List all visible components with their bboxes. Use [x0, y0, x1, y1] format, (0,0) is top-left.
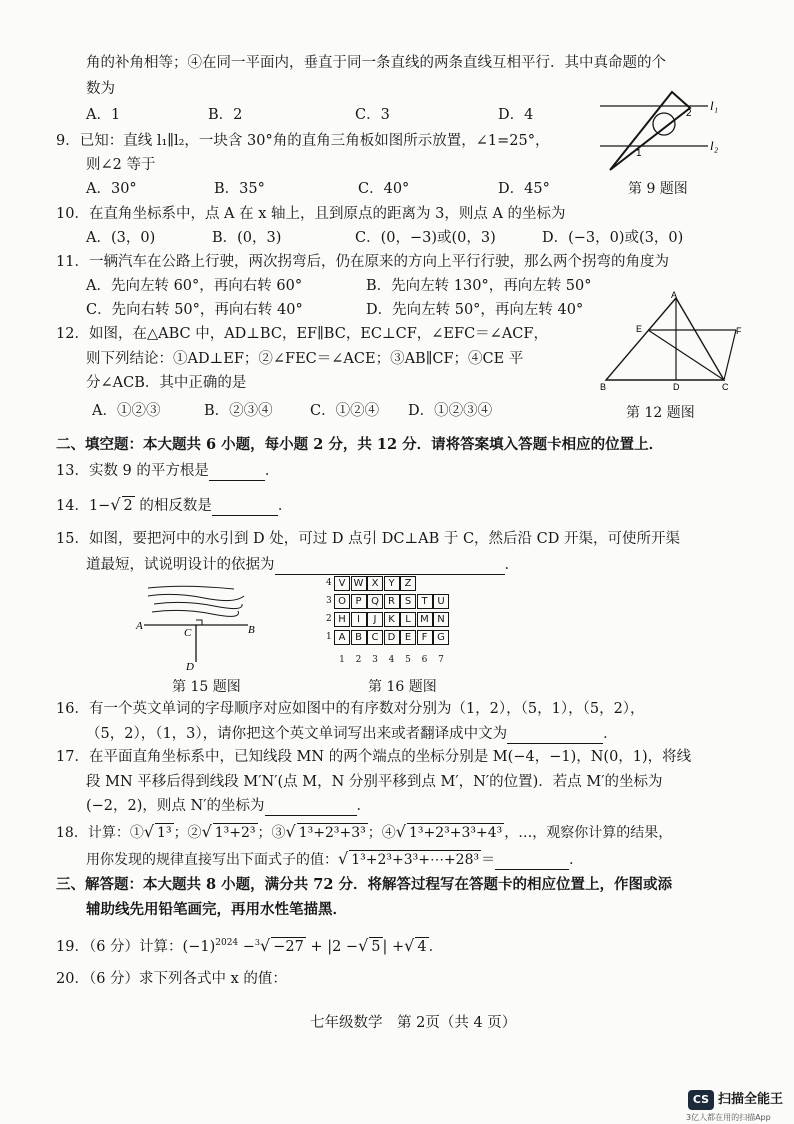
sqrt-symbol: √	[201, 822, 212, 841]
q16-letter-cell: W	[351, 576, 367, 591]
sqrt-symbol: √	[404, 935, 415, 955]
q11-option-b: B．先向左转 130°，再向左转 50°	[366, 278, 592, 294]
sqrt-symbol: √	[285, 822, 296, 841]
q9-caption: 第 9 题图	[628, 181, 688, 197]
q16-caption: 第 16 题图	[368, 679, 437, 695]
q16-column-label: 2	[355, 655, 362, 665]
sqrt-symbol: √	[260, 935, 271, 955]
q13-answer-blank	[209, 462, 265, 481]
q15-point-a: A	[136, 620, 143, 632]
q16-column-label: 5	[405, 655, 411, 665]
sqrt-symbol: √	[358, 935, 369, 955]
q16-letter-cell: K	[384, 612, 400, 627]
q12-figure	[596, 290, 746, 394]
q10-option-c: C．(0，−3)或(0，3)	[355, 230, 496, 246]
q12-text-line1: 12．如图，在△ABC 中，AD⊥BC，EF∥BC，EC⊥CF，∠EFC＝∠ACF，	[56, 326, 548, 342]
q15-text-line1: 15．如图，要把河中的水引到 D 处，可过 D 点引 DC⊥AB 于 C，然后沿 CD 开渠，可使所开渠	[56, 531, 680, 547]
q16-letter-cell: A	[334, 630, 350, 645]
q19-minus: −	[238, 938, 255, 955]
q16-letter-cell: F	[417, 630, 433, 645]
q18-sep-4: ；④	[367, 825, 396, 841]
q15-point-c: C	[184, 627, 192, 639]
sqrt-symbol: √	[395, 822, 406, 841]
q18-radical-1: 1³	[157, 825, 172, 841]
q18-radical-3: 1³+2³+3³	[298, 825, 366, 841]
sqrt-symbol: √	[110, 495, 121, 514]
q17-text-line1: 17．在平面直角坐标系中，已知线段 MN 的两个端点的坐标分别是 M(−4，−1)，N(0，1)，将线	[56, 749, 692, 765]
q12-point-f: F	[736, 326, 742, 336]
q14-period: ．	[277, 498, 293, 514]
q16-letter-cell: Z	[400, 576, 416, 591]
q16-letter-cell: L	[400, 612, 416, 627]
q18-text-start: 18．计算：①	[56, 825, 144, 841]
q16-column-label: 6	[421, 655, 428, 665]
q10-option-d: D．(−3，0)或(3，0)	[542, 230, 684, 246]
sqrt-symbol: √	[338, 849, 349, 868]
q8-text-line1: 角的补角相等；④在同一平面内，垂直于同一条直线的两条直线互相平行．其中真命题的个	[86, 55, 666, 71]
q19-exponent: 2024	[215, 938, 239, 948]
q19-radicand-2: 5	[371, 938, 381, 955]
q9-option-d: D．45°	[498, 181, 550, 197]
q18-answer-blank	[495, 851, 569, 870]
q16-column-label: 4	[388, 655, 395, 665]
page-footer: 七年级数学 第 2页（共 4 页）	[310, 1015, 517, 1031]
q12-text-line2: 则下列结论：①AD⊥EF；②∠FEC＝∠ACE；③AB∥CF；④CE 平	[86, 351, 524, 367]
q9-label-l2: l₂	[710, 138, 719, 153]
q19-period: ．	[428, 938, 444, 955]
q19-radicand-3: 4	[417, 938, 427, 955]
q14-radicand: 2	[123, 498, 133, 514]
q19-radicand-1: −27	[273, 938, 304, 955]
q16-row-label: 1	[326, 632, 332, 642]
scanner-logo: CS	[688, 1090, 714, 1110]
q16-row-label: 4	[326, 578, 332, 588]
q14-text-mid: 的相反数是	[134, 498, 212, 514]
q9-angle-1: 1	[636, 148, 642, 159]
q12-point-b: B	[600, 382, 607, 392]
q9-option-b: B．35°	[214, 181, 265, 197]
q11-text: 11．一辆汽车在公路上行驶，两次拐弯后，仍在原来的方向上平行行驶，那么两个拐弯的角度为	[56, 254, 669, 270]
q16-text-line2: （5，2），（1，3），请你把这个英文单词写出来或者翻译成中文为	[86, 726, 508, 742]
q16-letter-cell: N	[433, 612, 449, 627]
q16-letter-cell: T	[417, 594, 433, 609]
q12-option-d: D．①②③④	[408, 403, 493, 419]
q18-line1	[56, 823, 672, 842]
q16-answer-blank	[507, 725, 603, 744]
q16-row-label: 3	[326, 596, 332, 606]
q19-abs-open: + |2 −	[305, 938, 359, 955]
q18-text-line2: 用你发现的规律直接写出下面式子的值：	[86, 852, 338, 868]
q15-text-line2: 道最短，试说明设计的依据为	[86, 557, 275, 573]
q18-sep-3: ；③	[257, 825, 286, 841]
q20-text: 20．（6 分）求下列各式中 x 的值：	[56, 971, 287, 987]
q12-point-e: E	[636, 324, 643, 334]
q16-letter-cell: X	[367, 576, 383, 591]
q12-option-b: B．②③④	[204, 403, 273, 419]
q16-line2	[86, 725, 618, 744]
q16-letter-cell: E	[400, 630, 416, 645]
q16-period: ．	[603, 726, 618, 742]
q16-column-label: 7	[438, 655, 444, 665]
section-3-heading-line1: 三、解答题：本大题共 8 小题，满分共 72 分．将解答过程写在答题卡的相应位置上，作图或添	[56, 876, 672, 893]
q19-text: 19．（6 分）计算：	[56, 938, 183, 955]
q12-text-line3: 分∠ACB．其中正确的是	[86, 375, 247, 391]
q15-point-d: D	[186, 661, 194, 672]
q12-point-a: A	[671, 290, 678, 300]
q16-letter-cell: V	[334, 576, 350, 591]
q15-caption: 第 15 题图	[172, 679, 241, 695]
q19-abs-close: | +	[382, 938, 405, 955]
q17-answer-blank	[265, 797, 357, 816]
q16-letter-cell: I	[351, 612, 367, 627]
q17-text-line2: 段 MN 平移后得到线段 M′N′(点 M，N 分别平移到点 M′，N′的位置)．若点 M′的坐标为	[86, 774, 663, 790]
q9-option-c: C．40°	[358, 181, 410, 197]
q13-line	[56, 462, 279, 481]
sqrt-symbol: √	[143, 822, 155, 841]
q16-letter-cell: S	[400, 594, 416, 609]
q8-text-line2: 数为	[86, 81, 115, 97]
q15-line2	[86, 556, 519, 575]
q19-line	[56, 934, 443, 956]
q8-option-d: D．4	[498, 107, 534, 123]
q18-equals: ＝	[481, 852, 496, 868]
q9-figure	[598, 88, 728, 178]
q18-tail: ，…，观察你计算的结果，	[504, 825, 673, 841]
q15-figure	[134, 580, 274, 672]
q18-radical-5: 1³+2³+3³+⋯+28³	[351, 852, 480, 868]
q12-option-a: A．①②③	[92, 403, 161, 419]
q10-text: 10．在直角坐标系中，点 A 在 x 轴上，且到原点的距离为 3，则点 A 的坐标为	[56, 206, 566, 222]
q11-option-a: A．先向左转 60°，再向右转 60°	[86, 278, 303, 294]
q16-letter-cell: M	[417, 612, 433, 627]
q16-letter-cell: P	[351, 594, 367, 609]
q18-sep-2: ；②	[173, 825, 202, 841]
q10-option-a: A．(3，0)	[86, 230, 156, 246]
q12-option-c: C．①②④	[310, 403, 380, 419]
q14-text-start: 14．1−	[56, 498, 111, 514]
q15-period: ．	[504, 557, 519, 573]
q18-line2	[86, 850, 583, 870]
q16-letter-cell: G	[433, 630, 449, 645]
q16-letter-cell: R	[384, 594, 400, 609]
section-3-heading-line2: 辅助线先用铅笔画完，再用水性笔描黑．	[86, 901, 347, 918]
q9-text-line2: 则∠2 等于	[86, 157, 156, 173]
q16-column-label: 3	[372, 655, 378, 665]
q11-option-c: C．先向右转 50°，再向右转 40°	[86, 302, 303, 318]
q15-answer-blank	[275, 556, 505, 575]
section-2-heading: 二、填空题：本大题共 6 小题，每小题 2 分，共 12 分．请将答案填入答题卡相应的位置上．	[56, 436, 664, 453]
scanner-tagline: 3亿人都在用的扫描App	[686, 1113, 771, 1122]
q16-letter-cell: J	[367, 612, 383, 627]
q18-period: ．	[569, 852, 584, 868]
q16-letter-cell: Q	[367, 594, 383, 609]
q13-text: 13．实数 9 的平方根是	[56, 463, 209, 479]
q17-text-line3: (−2，2)，则点 N′的坐标为	[86, 798, 265, 814]
q16-letter-cell: C	[367, 630, 383, 645]
q9-text-line1: 9．已知：直线 l₁∥l₂，一块含 30°角的直角三角板如图所示放置，∠1=25°，	[56, 133, 550, 149]
q14-line	[56, 496, 292, 516]
q14-answer-blank	[212, 497, 278, 516]
q18-radical-4: 1³+2³+3³+4³	[408, 825, 503, 841]
q17-line3	[86, 797, 371, 816]
q8-option-a: A．1	[86, 107, 121, 123]
q16-letter-cell: H	[334, 612, 350, 627]
q11-option-d: D．先向左转 50°，再向左转 40°	[366, 302, 584, 318]
q18-radical-2: 1³+2³	[214, 825, 256, 841]
q12-point-d: D	[673, 382, 680, 392]
q16-text-line1: 16．有一个英文单词的字母顺序对应如图中的有序数对分别为（1，2），（5，1），（5，2），	[56, 701, 645, 717]
q9-angle-2: 2	[686, 108, 692, 119]
q16-letter-cell: Y	[384, 576, 400, 591]
q16-letter-cell: U	[433, 594, 449, 609]
q10-option-b: B．(0，3)	[212, 230, 282, 246]
q19-power-base: (−1)	[182, 938, 216, 955]
q16-letter-cell: D	[384, 630, 400, 645]
q19-cube-root-index: 3	[254, 938, 261, 947]
q8-option-b: B．2	[208, 107, 243, 123]
q12-point-c: C	[722, 382, 729, 392]
q9-label-l1: l₁	[710, 98, 719, 113]
q16-column-label: 1	[339, 655, 345, 665]
q15-point-b: B	[248, 624, 255, 636]
q9-option-a: A．30°	[86, 181, 137, 197]
q12-caption: 第 12 题图	[626, 405, 695, 421]
q16-letter-cell: O	[334, 594, 350, 609]
q16-row-label: 2	[326, 614, 332, 624]
q16-letter-cell: B	[351, 630, 367, 645]
q13-period: ．	[264, 463, 280, 479]
scanner-name: 扫描全能王	[718, 1092, 784, 1107]
q8-option-c: C．3	[355, 107, 390, 123]
q17-period: ．	[356, 798, 372, 814]
